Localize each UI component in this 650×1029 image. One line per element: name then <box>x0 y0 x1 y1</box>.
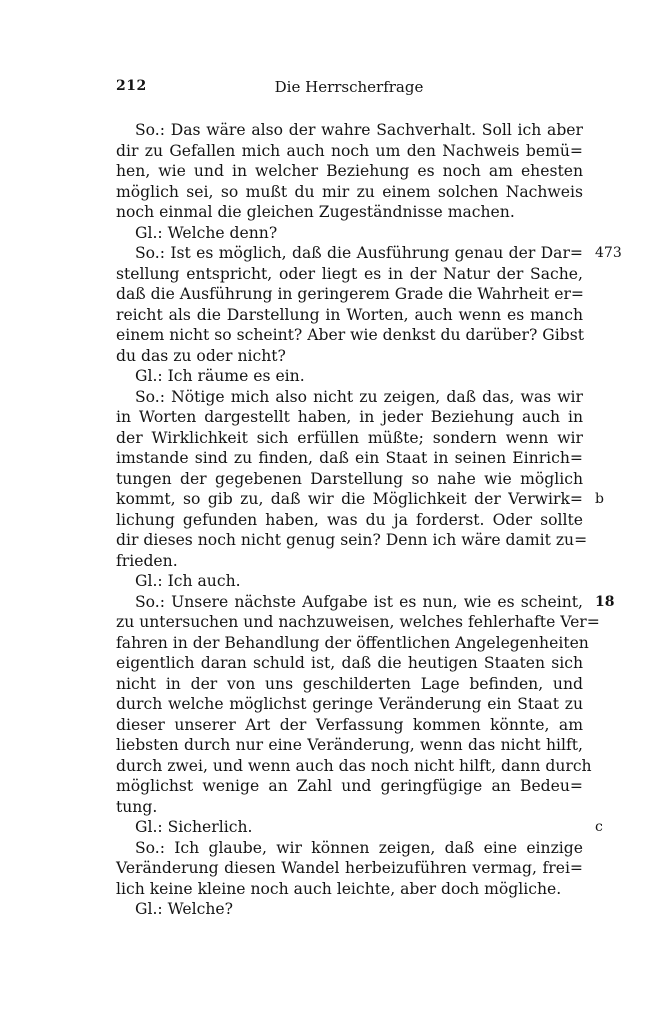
text-line: fahren in der Behandlung der öffentlichen Angelegenheiten <box>116 633 589 652</box>
running-header <box>116 78 582 102</box>
text-line: Gl.: Welche denn? <box>135 223 278 242</box>
text-line: So.: Ich glaube, wir können zeigen, daß eine einzige <box>135 838 583 857</box>
running-title: Die Herrscherfrage <box>274 78 424 96</box>
text-line: tung. <box>116 797 158 816</box>
text-line: Gl.: Ich räume es ein. <box>135 367 305 385</box>
text-line: Veränderung diesen Wandel herbeizuführen vermag, frei= <box>116 859 583 877</box>
margin-note: 18 <box>595 593 615 610</box>
text-line: dir dieses noch nicht genug sein? Denn ich wäre damit zu= <box>116 531 588 549</box>
body-text <box>116 120 600 920</box>
text-line: dir zu Gefallen mich auch noch um den Nachweis bemü= <box>116 141 583 160</box>
text-line: daß die Ausführung in geringerem Grade die Wahrheit er= <box>116 285 584 303</box>
text-line: durch welche möglichst geringe Veränderung ein Staat zu <box>116 695 583 713</box>
text-line: in Worten dargestellt haben, in jeder Beziehung auch in <box>116 408 583 426</box>
text-line: stellung entspricht, oder liegt es in der Natur der Sache, <box>116 264 583 283</box>
text-line: So.: Nötige mich also nicht zu zeigen, daß das, was wir <box>135 387 583 406</box>
margin-note: c <box>595 819 603 835</box>
text-line: dieser unserer Art der Verfassung kommen könnte, am <box>116 715 583 734</box>
text-line: durch zwei, und wenn auch das noch nicht hilft, dann durch <box>116 756 592 775</box>
text-line: noch einmal die gleichen Zugeständnisse machen. <box>116 203 515 221</box>
text-line: zu untersuchen und nachzuweisen, welches fehlerhafte Ver= <box>116 613 600 631</box>
text-line: möglichst wenige an Zahl und geringfügige an Bedeu= <box>116 777 583 795</box>
text-line: So.: Ist es möglich, daß die Ausführung genau der Dar= <box>135 244 583 262</box>
margin-note: 473 <box>595 245 622 261</box>
text-line: So.: Unsere nächste Aufgabe ist es nun, wie es scheint, <box>135 592 583 611</box>
text-line: frieden. <box>116 551 178 570</box>
text-line: möglich sei, so mußt du mir zu einem solchen Nachweis <box>116 182 583 201</box>
margin-note: b <box>595 491 604 507</box>
text-line: lichung gefunden haben, was du ja forderst. Oder sollte <box>116 510 583 529</box>
text-line: einem nicht so scheint? Aber wie denkst du darüber? Gibst <box>116 326 584 344</box>
page-number: 212 <box>116 78 147 94</box>
text-line: du das zu oder nicht? <box>116 346 286 365</box>
text-line: nicht in der von uns geschilderten Lage befinden, und <box>116 674 583 693</box>
text-line: reicht als die Darstellung in Worten, auch wenn es manch <box>116 305 583 324</box>
text-line: hen, wie und in welcher Beziehung es noch am ehesten <box>116 162 583 180</box>
text-line: eigentlich daran schuld ist, daß die heutigen Staaten sich <box>116 654 583 672</box>
text-line: So.: Das wäre also der wahre Sachverhalt. Soll ich aber <box>135 121 583 139</box>
text-line: kommt, so gib zu, daß wir die Möglichkeit der Verwirk= <box>116 490 583 508</box>
text-line: Gl.: Ich auch. <box>135 572 241 590</box>
text-line: liebsten durch nur eine Veränderung, wenn das nicht hilft, <box>116 736 583 754</box>
text-line: lich keine kleine noch auch leichte, aber doch mögliche. <box>116 879 562 898</box>
text-line: Gl.: Welche? <box>135 900 233 918</box>
text-line: tungen der gegebenen Darstellung so nahe wie möglich <box>116 469 583 488</box>
text-line: Gl.: Sicherlich. <box>135 818 253 836</box>
text-line: imstande sind zu finden, daß ein Staat in seinen Einrich= <box>116 449 583 467</box>
text-line: der Wirklichkeit sich erfüllen müßte; sondern wenn wir <box>116 428 583 447</box>
